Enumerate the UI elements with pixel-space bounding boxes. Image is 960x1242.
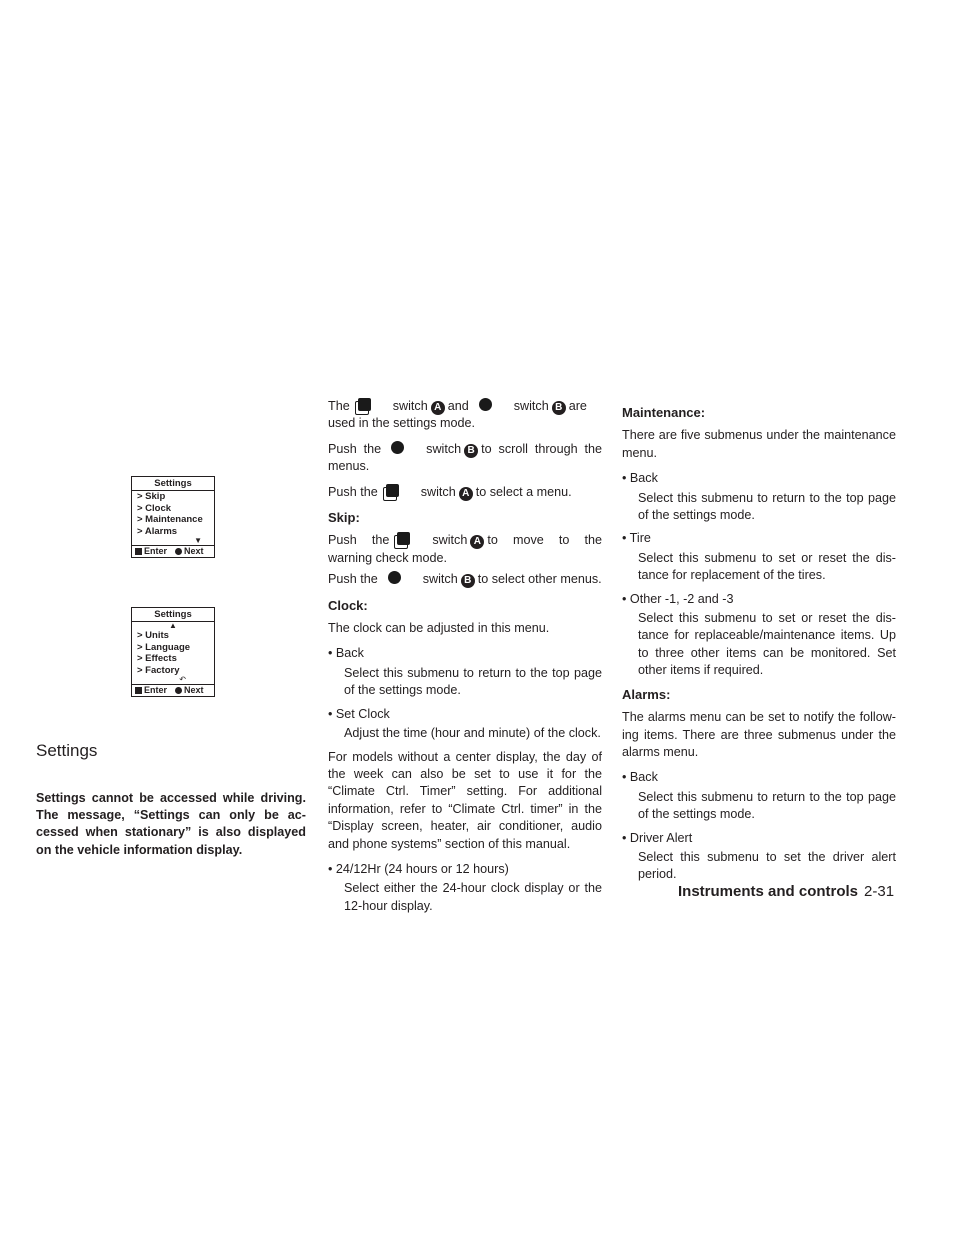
round-switch-icon: [388, 571, 401, 584]
intro-paragraph: The switch A and switch B are used in the settings mode.: [328, 399, 587, 431]
footer-section-title: Instruments and controls: [678, 883, 859, 900]
bullet-24-12hr-desc: Select either the 24-hour clock display or the 12-hour display.: [344, 881, 602, 913]
bullet-tire-label: • Tire: [622, 531, 651, 546]
bullet-back-label: • Back: [622, 471, 658, 486]
screen-item: > Units: [137, 630, 169, 641]
maintenance-heading: Maintenance:: [622, 405, 706, 420]
section-title: Settings: [36, 741, 98, 760]
screen-item: > Skip: [137, 491, 166, 502]
bullet-back-desc: Select this submenu to return to the top page of the settings mode.: [638, 490, 896, 523]
screen-item: > Clock: [137, 502, 172, 514]
screen-title: Settings: [132, 477, 214, 491]
square-switch-icon: [386, 484, 399, 497]
bullet-back-desc: Select this submenu to return to the top page of the settings mode.: [638, 789, 896, 822]
settings-screen-illustration-1: [131, 476, 215, 558]
screen-footer: [132, 545, 214, 557]
badge-b-icon: B: [464, 444, 478, 458]
right-column: [622, 398, 896, 890]
settings-screen-illustration-2: [131, 607, 215, 697]
alarms-intro: The alarms menu can be set to notify the follow-ing items. There are three submenus under the alarms menu.: [622, 710, 896, 759]
square-switch-icon: [358, 398, 371, 411]
screen-item: > Language: [137, 641, 191, 653]
down-arrow-icon: ▼: [194, 536, 202, 545]
square-switch-icon: [397, 532, 410, 545]
round-switch-icon: [391, 441, 404, 454]
bullet-tire-desc: Select this submenu to set or reset the dis-tance for replacement of the tires.: [638, 550, 896, 583]
badge-b-icon: B: [461, 574, 475, 588]
enter-switch-icon: [135, 548, 142, 555]
skip-heading: Skip:: [328, 510, 360, 526]
warning-text: Settings cannot be accessed while driving. The message, “Settings can only be ac-cessed when stationary” is also displayed on the vehicle information display.: [36, 791, 306, 857]
next-switch-icon: [175, 687, 182, 694]
skip-paragraph-2: Push the switch B to select other menus.: [328, 572, 602, 587]
screen-title: Settings: [132, 608, 214, 622]
screen-footer: [132, 684, 214, 696]
bullet-24-12hr-label: • 24/12Hr (24 hours or 12 hours): [328, 861, 509, 876]
enter-switch-icon: [135, 687, 142, 694]
next-label: Next: [184, 546, 204, 556]
models-paragraph: For models without a center display, the day of the week can also be set to use it for the “Climate Ctrl. Timer” setting. For additional information, refer to “Climate Ctrl. timer” in the “Display screen, heater, air conditioner, audio and phone systems” section of this manual.: [328, 749, 602, 851]
bullet-back-label: • Back: [328, 646, 364, 661]
enter-label: Enter: [144, 546, 168, 556]
up-arrow-icon: ▲: [169, 621, 177, 630]
page-footer: [678, 883, 894, 900]
bullet-setclock-desc: Adjust the time (hour and minute) of the clock.: [344, 726, 601, 741]
screen-item: > Maintenance: [137, 514, 203, 525]
badge-a-icon: A: [431, 401, 445, 415]
return-icon: ↶: [179, 675, 186, 684]
alarms-heading: Alarms:: [622, 686, 671, 702]
page-number: 2-31: [864, 883, 895, 900]
bullet-setclock-label: • Set Clock: [328, 706, 390, 721]
screen-item: > Alarms: [137, 525, 178, 537]
maintenance-intro: There are five submenus under the maintenance menu.: [622, 428, 896, 460]
push-select-paragraph: Push the switch A to select a menu.: [328, 484, 572, 499]
badge-a-icon: A: [459, 487, 473, 501]
bullet-back-desc: Select this submenu to return to the top page of the settings mode.: [344, 665, 602, 698]
screen-item: > Effects: [137, 653, 177, 664]
next-switch-icon: [175, 548, 182, 555]
bullet-other-desc: Select this submenu to set or reset the dis-tance for replaceable/maintenance items. Up to three other items can be monitored. Set other items if required.: [638, 611, 896, 678]
bullet-driver-alert-desc: Select this submenu to set the driver alert period.: [638, 849, 896, 882]
push-scroll-paragraph: Push the switch B to scroll through the menus.: [328, 441, 603, 474]
bullet-back-label: • Back: [622, 770, 658, 785]
bullet-other-label: • Other -1, -2 and -3: [622, 591, 734, 606]
enter-label: Enter: [144, 685, 168, 695]
badge-a-icon: A: [470, 535, 484, 549]
middle-column: [328, 398, 602, 921]
badge-b-icon: B: [552, 401, 566, 415]
screen-item: > Factory: [137, 664, 180, 676]
skip-paragraph-1: Push the switch A to move to the warning check mode.: [328, 533, 602, 565]
next-label: Next: [184, 685, 204, 695]
clock-intro: The clock can be adjusted in this menu.: [328, 621, 550, 636]
clock-heading: Clock:: [328, 597, 368, 613]
round-switch-icon: [479, 398, 492, 411]
bullet-driver-alert-label: • Driver Alert: [622, 830, 693, 845]
